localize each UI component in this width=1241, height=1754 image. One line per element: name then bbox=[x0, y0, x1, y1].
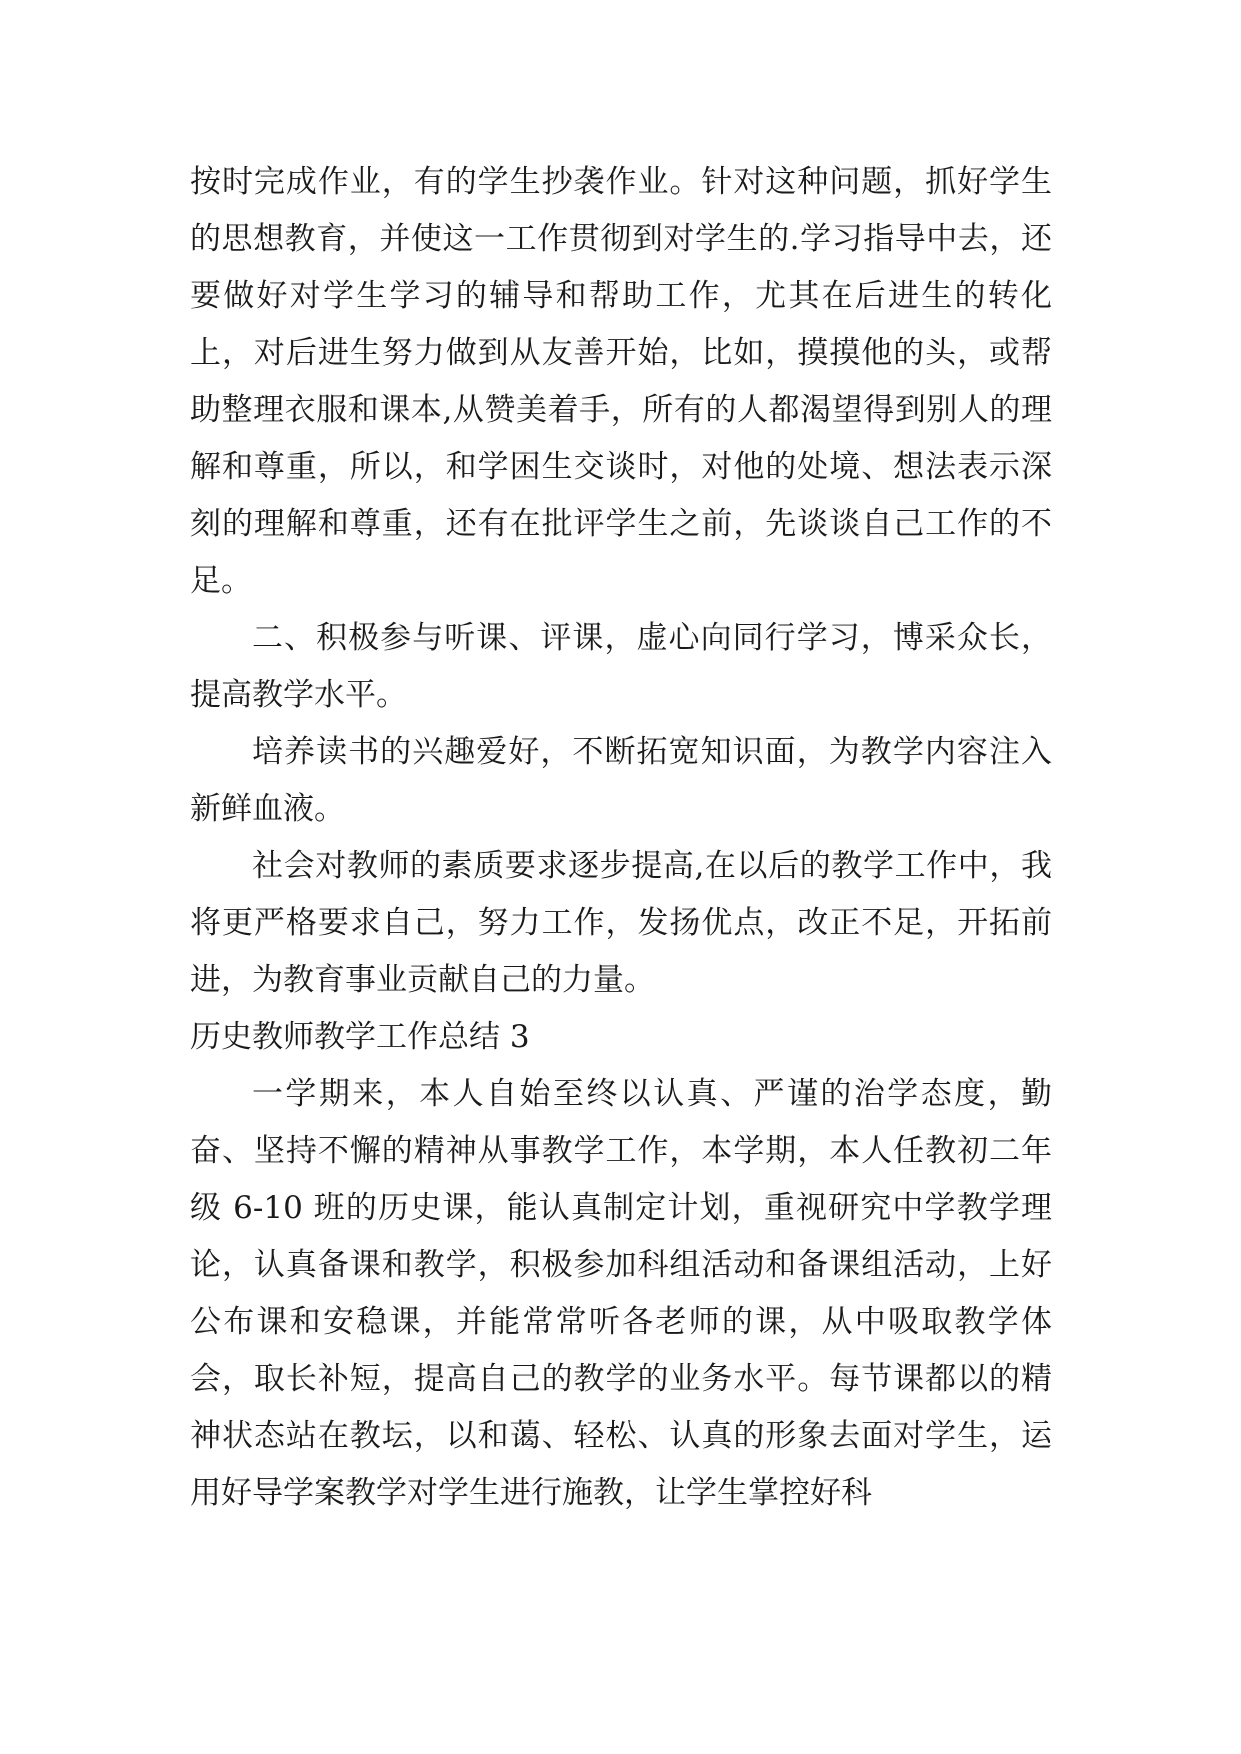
paragraph-5: 一学期来，本人自始至终以认真、严谨的治学态度，勤奋、坚持不懈的精神从事教学工作，本学期，本人任教初二年级 6-10 班的历史课，能认真制定计划，重视研究中学教学理论，认真备课和教学，积极参加科组活动和备课组活动，上好公布课和安稳课，并能常常听各老师的课，从中吸取教学体会，取长补短，提高自己的教学的业务水平。每节课都以的精神状态站在教坛，以和蔼、轻松、认真的形象去面对学生，运用好导学案教学对学生进行施教，让学生掌控好科 bbox=[190, 1076, 1052, 1511]
section-heading: 历史教师教学工作总结 3 bbox=[190, 1019, 530, 1055]
document-body bbox=[190, 154, 1052, 1522]
paragraph-1: 按时完成作业，有的学生抄袭作业。针对这种问题，抓好学生的思想教育，并使这一工作贯彻到对学生的.学习指导中去，还要做好对学生学习的辅导和帮助工作，尤其在后进生的转化上，对后进生努力做到从友善开始，比如，摸摸他的头，或帮助整理衣服和课本,从赞美着手，所有的人都渴望得到别人的理解和尊重，所以，和学困生交谈时，对他的处境、想法表示深刻的理解和尊重，还有在批评学生之前，先谈谈自己工作的不足。 bbox=[190, 164, 1052, 599]
paragraph-3: 培养读书的兴趣爱好，不断拓宽知识面，为教学内容注入新鲜血液。 bbox=[190, 734, 1052, 827]
paragraph-4: 社会对教师的素质要求逐步提高,在以后的教学工作中，我将更严格要求自己，努力工作，发扬优点，改正不足，开拓前进，为教育事业贡献自己的力量。 bbox=[190, 848, 1052, 998]
paragraph-2: 二、积极参与听课、评课，虚心向同行学习，博采众长，提高教学水平。 bbox=[190, 620, 1052, 713]
